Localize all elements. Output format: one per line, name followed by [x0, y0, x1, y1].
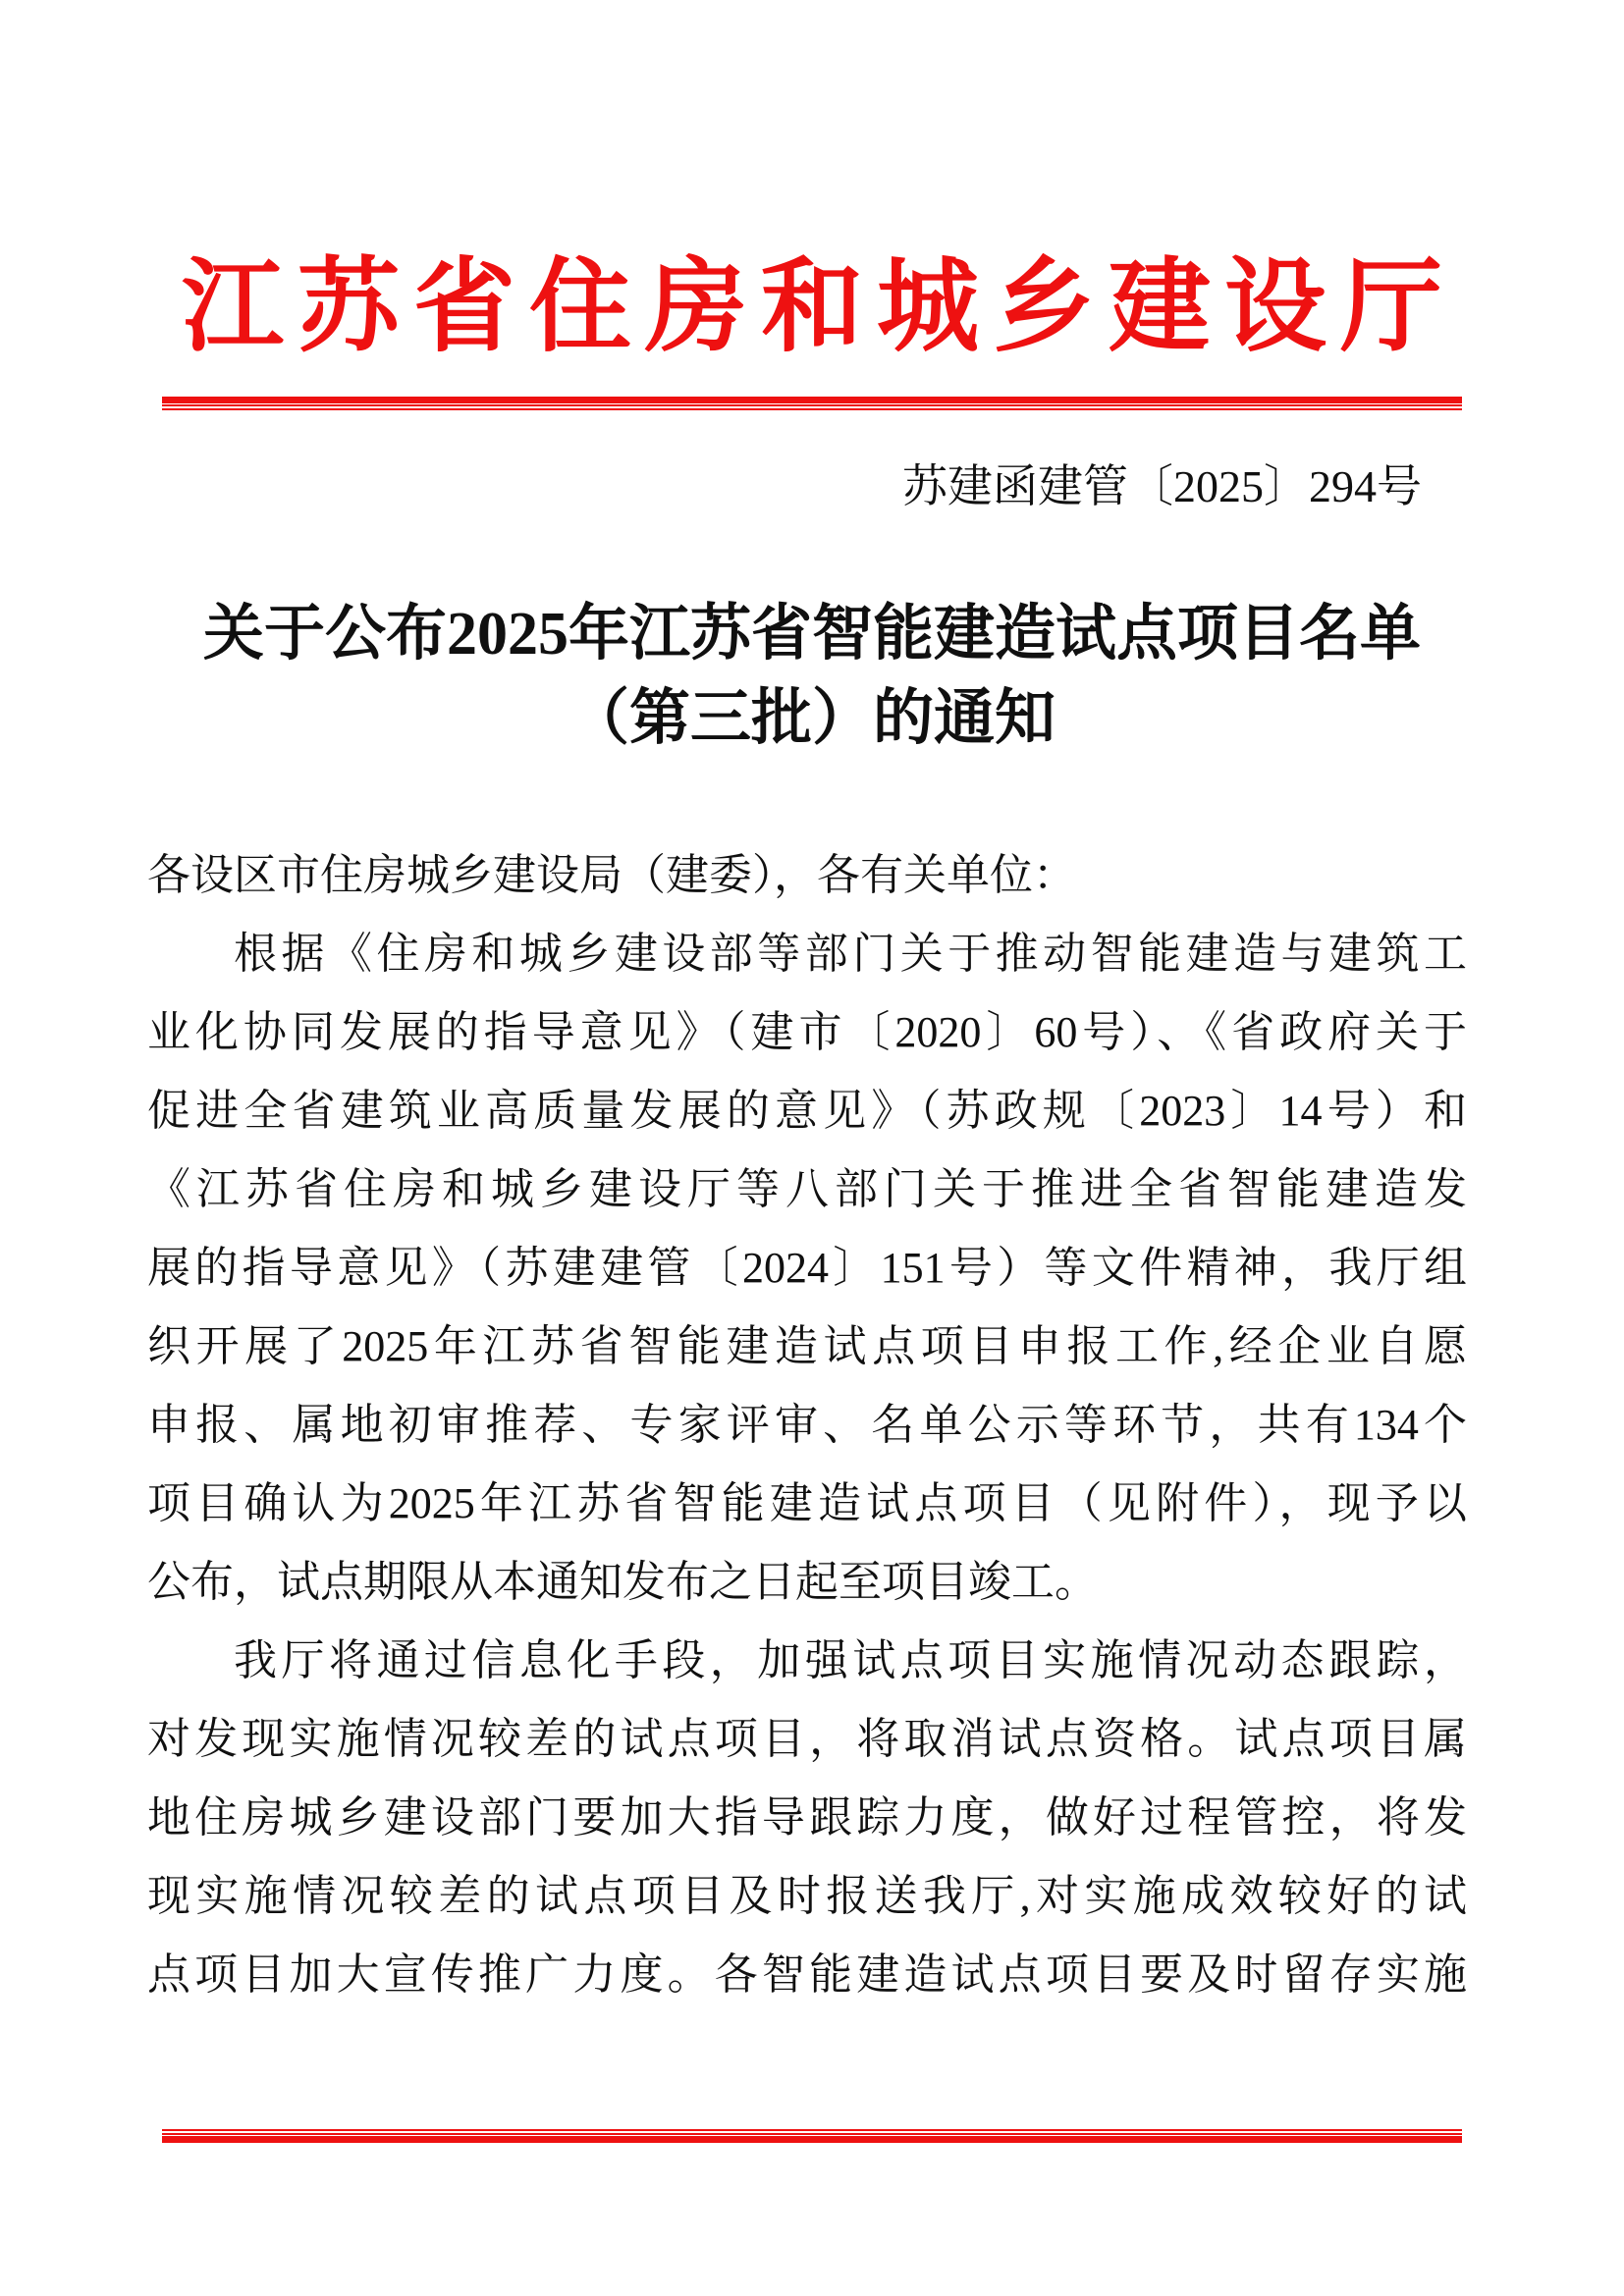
body-line: 公布，试点期限从本通知发布之日起至项目竣工。: [147, 1558, 1098, 1606]
divider-thin-line: [162, 2133, 1462, 2135]
body-line: 现实施情况较差的试点项目及时报送我厅,对实施成效较好的试: [147, 1872, 1467, 1920]
letterhead-agency-name: 江苏省住房和城乡建设厅: [181, 251, 1456, 364]
notice-title: [0, 592, 1624, 761]
notice-body: [147, 836, 1467, 2014]
body-line: 根据《住房和城乡建设部等部门关于推动智能建造与建筑工: [234, 930, 1467, 978]
body-line: 《江苏省住房和城乡建设厅等八部门关于推进全省智能建造发: [147, 1165, 1467, 1213]
body-line: 织开展了2025年江苏省智能建造试点项目申报工作,经企业自愿: [147, 1322, 1467, 1370]
letterhead-divider: [162, 397, 1462, 410]
divider-thin-line: [162, 2129, 1462, 2131]
body-line: 业化协同发展的指导意见》（建市〔2020〕60号）、《省政府关于: [147, 1008, 1467, 1056]
divider-thick-line: [162, 397, 1462, 403]
body-line: 申报、属地初审推荐、专家评审、名单公示等环节，共有134个: [147, 1401, 1467, 1449]
divider-thick-line: [162, 2136, 1462, 2143]
body-line: 展的指导意见》（苏建建管〔2024〕151号）等文件精神，我厅组: [147, 1244, 1467, 1292]
footer-divider: [162, 2129, 1462, 2143]
body-line: 点项目加大宣传推广力度。各智能建造试点项目要及时留存实施: [147, 1950, 1467, 1999]
notice-title-line-1: 关于公布2025年江苏省智能建造试点项目名单: [202, 601, 1421, 667]
body-line: 对发现实施情况较差的试点项目，将取消试点资格。试点项目属: [147, 1715, 1467, 1763]
divider-thin-line: [162, 408, 1462, 410]
body-line: 我厅将通过信息化手段，加强试点项目实施情况动态跟踪，: [234, 1636, 1467, 1684]
body-line: 促进全省建筑业高质量发展的意见》（苏政规〔2023〕14号）和: [147, 1087, 1467, 1135]
body-line: 项目确认为2025年江苏省智能建造试点项目（见附件），现予以: [147, 1479, 1467, 1527]
notice-title-line-2: （第三批）的通知: [568, 685, 1056, 752]
body-line: 地住房城乡建设部门要加大指导跟踪力度，做好过程管控，将发: [147, 1793, 1467, 1842]
document-reference-number: 苏建函建管〔2025〕294号: [902, 461, 1422, 511]
divider-thin-line: [162, 404, 1462, 406]
body-line-salutation: 各设区市住房城乡建设局（建委），各有关单位：: [147, 851, 1076, 899]
